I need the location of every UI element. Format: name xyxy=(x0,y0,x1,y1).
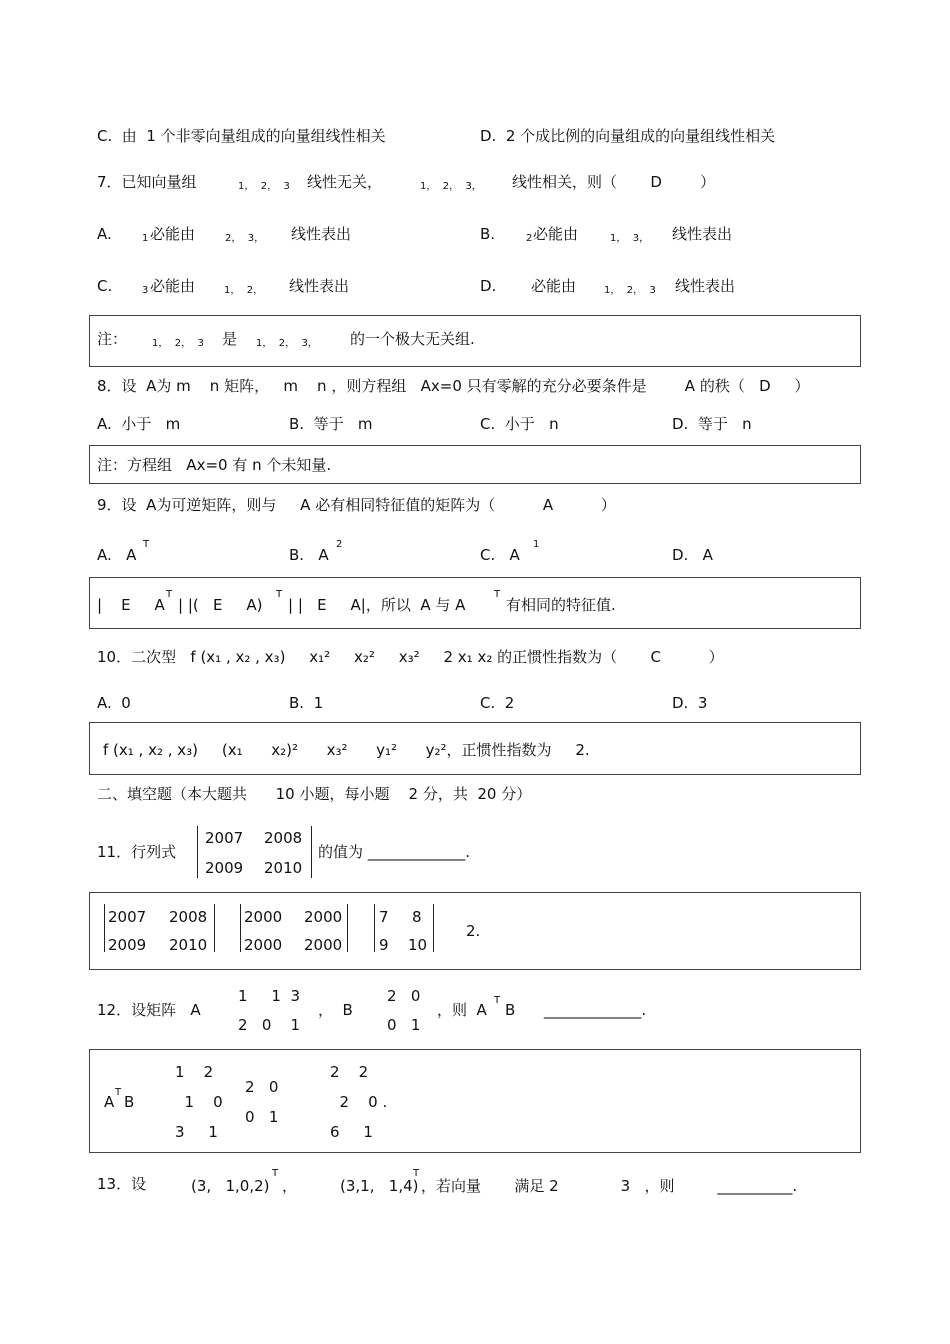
determinant-bar xyxy=(311,826,312,878)
option-label: A. xyxy=(97,225,112,243)
text: 线性表出 xyxy=(672,225,733,243)
subscripts: 1， 2， 3 xyxy=(604,285,656,296)
option-c: C. 2 xyxy=(480,694,515,712)
text: 线性表出 xyxy=(291,225,352,243)
matrix-cell: 8 xyxy=(412,908,422,926)
text: 必能由 xyxy=(531,277,577,295)
matrix-row: 0 1 xyxy=(245,1108,279,1126)
subscripts: 1， 2， 3 xyxy=(152,338,204,349)
option-a: A. 小于 m xyxy=(97,415,181,433)
superscript: T xyxy=(115,1087,122,1098)
matrix-cell: 2007 xyxy=(108,908,147,926)
answer-blank: 的值为 _____________. xyxy=(318,843,471,861)
matrix-cell: 2009 xyxy=(108,936,147,954)
text: 线性表出 xyxy=(289,277,350,295)
note: 有相同的特征值. xyxy=(506,596,616,614)
superscript: T xyxy=(494,995,501,1006)
text: 的一个极大无关组. xyxy=(350,330,475,348)
text: 必能由 xyxy=(150,277,196,295)
matrix-cell: 2000 xyxy=(244,908,283,926)
superscript: T xyxy=(272,1168,279,1179)
subscript: 1 xyxy=(142,233,149,244)
matrix-cell: 2000 xyxy=(304,908,343,926)
text: A xyxy=(104,1093,115,1111)
section-heading: 二、填空题（本大题共 10 小题，每小题 2 分，共 20 分） xyxy=(97,785,532,803)
matrix-cell: 2009 xyxy=(205,859,244,877)
matrix-row: 0 1 xyxy=(387,1016,421,1034)
superscript: T xyxy=(143,539,150,550)
matrix-row: 1 2 xyxy=(175,1063,214,1081)
note: | E A xyxy=(97,596,165,614)
text: B xyxy=(124,1093,135,1111)
answer-blank: B _____________. xyxy=(505,1001,647,1019)
determinant-bar xyxy=(197,826,198,878)
determinant-bar xyxy=(214,904,215,952)
text: ，若向量 满足 2 3 ，则 __________. xyxy=(421,1177,798,1195)
matrix-cell: 2007 xyxy=(205,829,244,847)
option-d: D. 2 个成比例的向量组成的向量组线性相关 xyxy=(480,127,776,145)
question-11-stem: 11．行列式 xyxy=(97,843,177,861)
matrix-cell: 2000 xyxy=(304,936,343,954)
question-7-stem: 7．已知向量组 xyxy=(97,173,197,191)
superscript: T xyxy=(276,589,283,600)
option-d: D. A xyxy=(672,546,713,564)
note-label: 注： xyxy=(97,330,128,348)
option-b: B. A xyxy=(289,546,329,564)
vector: (3,1, 1,4) xyxy=(340,1177,419,1195)
option-d: D. 等于 n xyxy=(672,415,752,433)
matrix-row: 2 2 xyxy=(330,1063,369,1081)
text: 线性相关，则（ D ） xyxy=(512,173,716,191)
option-c: C. 由 1 个非零向量组成的向量组线性相关 xyxy=(97,127,386,145)
note: f (x₁ , x₂ , x₃) (x₁ x₂)² x₃² y₁² y₂²，正惯性指数为 2. xyxy=(103,741,590,759)
matrix-cell: 2010 xyxy=(169,936,208,954)
question-9-stem: 9．设 A为可逆矩阵，则与 A 必有相同特征值的矩阵为（ A ） xyxy=(97,496,616,514)
question-10-stem: 10．二次型 f (x₁ , x₂ , x₃) x₁² x₂² x₃² 2 x₁ x₂ 的正惯性指数为（ C ） xyxy=(97,648,724,666)
subscripts: 2， 3， xyxy=(225,233,265,244)
determinant-bar xyxy=(240,904,241,952)
matrix-cell: 2008 xyxy=(264,829,303,847)
matrix-row: 1 0 xyxy=(175,1093,223,1111)
vector: (3, 1,0,2) xyxy=(191,1177,270,1195)
superscript: T xyxy=(413,1168,420,1179)
superscript: T xyxy=(494,589,501,600)
option-c: C. 小于 n xyxy=(480,415,559,433)
matrix-row: 6 1 xyxy=(330,1123,373,1141)
matrix-row: 2 0 xyxy=(387,987,421,1005)
subscript: 3 xyxy=(142,285,149,296)
determinant-bar xyxy=(347,904,348,952)
matrix-cell: 2000 xyxy=(244,936,283,954)
superscript: T xyxy=(166,589,173,600)
matrix-row: 1 1 3 xyxy=(238,987,301,1005)
text: ，则 A xyxy=(437,1001,487,1019)
option-c: C. A xyxy=(480,546,520,564)
superscript: 1 xyxy=(533,539,540,550)
text: ， B xyxy=(318,1001,353,1019)
question-13-stem: 13．设 xyxy=(97,1175,147,1193)
option-b: B. 等于 m xyxy=(289,415,373,433)
text: 必能由 xyxy=(533,225,579,243)
option-b: B. 1 xyxy=(289,694,324,712)
matrix-cell: 2008 xyxy=(169,908,208,926)
subscript: 2 xyxy=(526,233,533,244)
text: 线性无关， xyxy=(307,173,383,191)
question-12-stem: 12．设矩阵 A xyxy=(97,1001,201,1019)
subscripts: 1， 2， 3 xyxy=(238,181,290,192)
option-label: B. xyxy=(480,225,496,243)
option-d: D. 3 xyxy=(672,694,708,712)
subscripts: 1， 2， 3， xyxy=(256,338,318,349)
determinant-bar xyxy=(374,904,375,952)
matrix-cell: 9 xyxy=(379,936,389,954)
subscripts: 1， 2， xyxy=(224,285,264,296)
text: 必能由 xyxy=(150,225,196,243)
matrix-row: 2 0 xyxy=(245,1078,279,1096)
note: 注：方程组 Ax=0 有 n 个未知量. xyxy=(97,456,332,474)
matrix-row: 2 0 . xyxy=(330,1093,388,1111)
subscripts: 1， 2， 3， xyxy=(420,181,482,192)
question-8-stem: 8．设 A为 m n 矩阵， m n ，则方程组 Ax=0 只有零解的充分必要条件是 A 的秩（ D ） xyxy=(97,377,810,395)
superscript: 2 xyxy=(336,539,343,550)
matrix-cell: 10 xyxy=(408,936,428,954)
matrix-row: 2 0 1 xyxy=(238,1016,301,1034)
determinant-bar xyxy=(104,904,105,952)
text: ， xyxy=(282,1177,298,1195)
text: 线性表出 xyxy=(675,277,736,295)
matrix-cell: 2010 xyxy=(264,859,303,877)
note: | |( E A) xyxy=(178,596,263,614)
text: 是 xyxy=(222,330,238,348)
note: | | E A|，所以 A 与 A xyxy=(288,596,466,614)
determinant-bar xyxy=(433,904,434,952)
option-label: C. xyxy=(97,277,113,295)
note-box xyxy=(89,315,861,367)
matrix-cell: 7 xyxy=(379,908,389,926)
result: 2. xyxy=(466,922,481,940)
option-label: D. xyxy=(480,277,497,295)
subscripts: 1， 3， xyxy=(610,233,650,244)
option-a: A. A xyxy=(97,546,137,564)
matrix-row: 3 1 xyxy=(175,1123,218,1141)
option-a: A. 0 xyxy=(97,694,131,712)
